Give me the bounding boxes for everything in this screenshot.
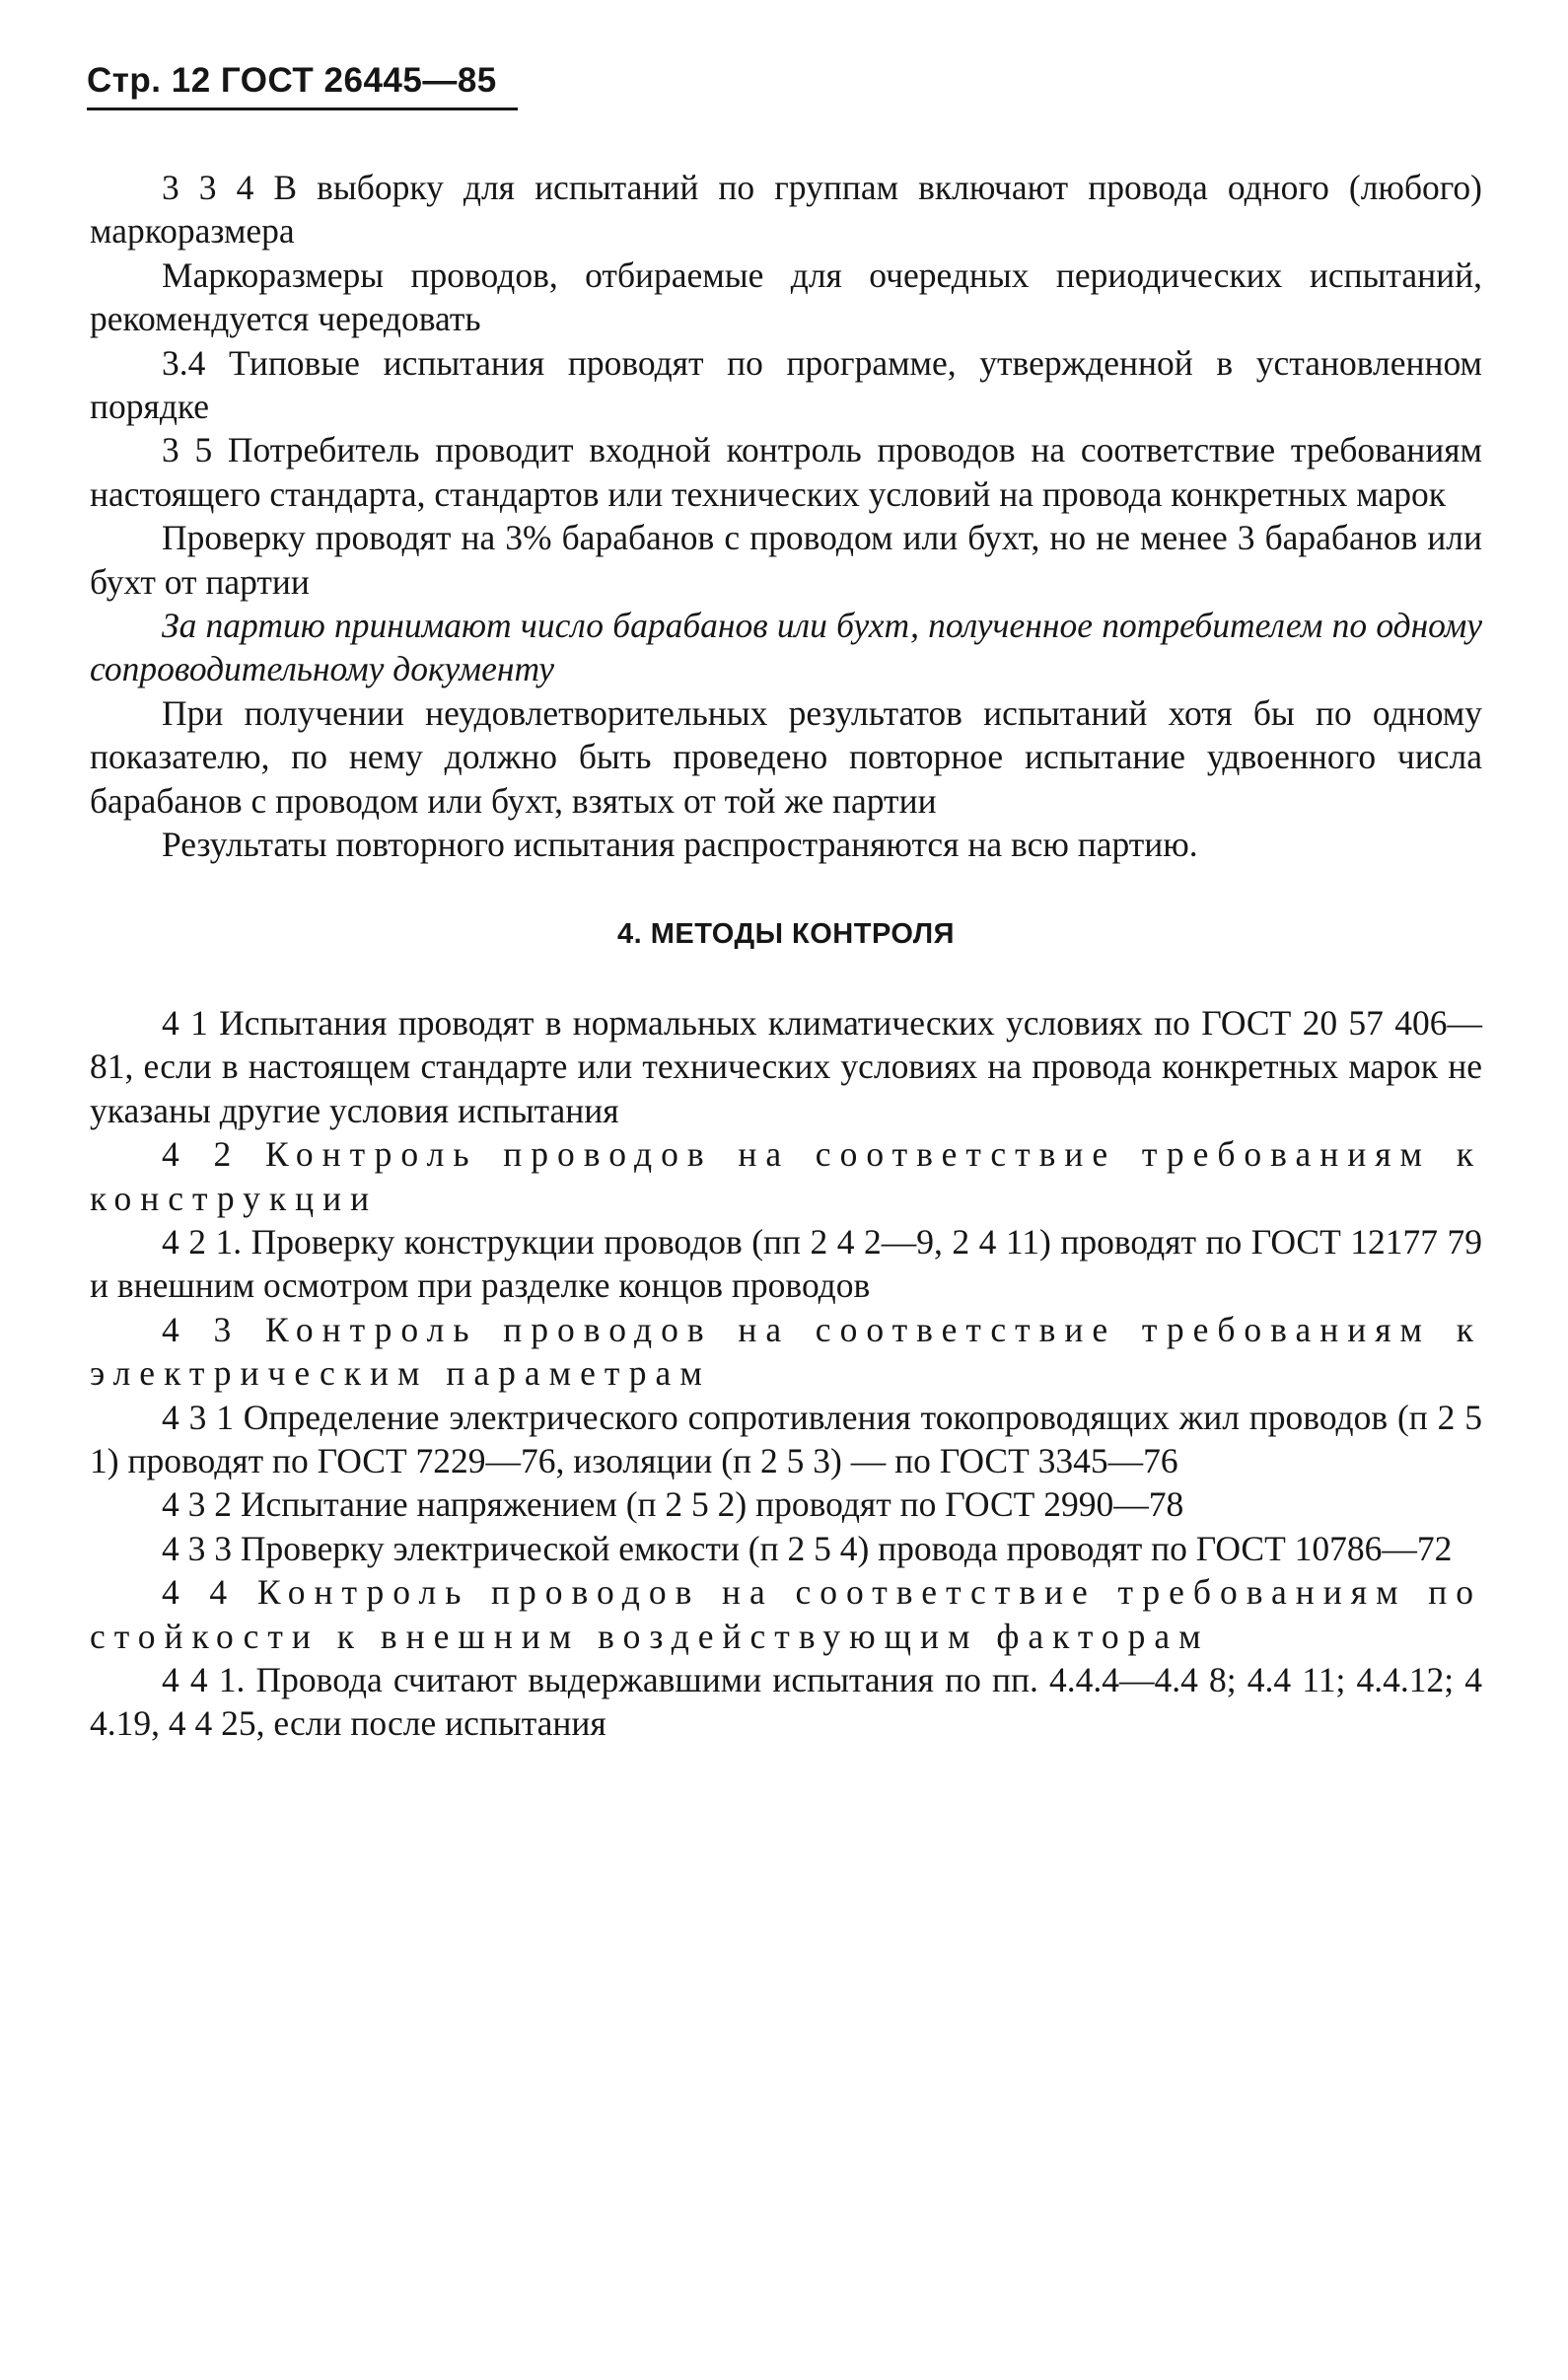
paragraph-4-2: 4 2 Контроль проводов на соответствие требованиям к конструкции	[90, 1134, 1482, 1218]
running-head: Стр. 12 ГОСТ 26445—85	[87, 61, 497, 100]
paragraph-3-3-4: 3 3 4 В выборку для испытаний по группам включают провода одного (любого) маркоразмера	[90, 168, 1482, 252]
paragraph-4-3-2: 4 3 2 Испытание напряжением (п 2 5 2) проводят по ГОСТ 2990—78	[162, 1484, 1184, 1525]
paragraph-4-2-1: 4 2 1. Проверку конструкции проводов (пп 2 4 2—9, 2 4 11) проводят по ГОСТ 12177 79 и внешним осмотром при разделке концов проводов	[90, 1221, 1482, 1306]
paragraph-4-3-1: 4 3 1 Определение электрического сопротивления токопроводящих жил проводов (п 2 5 1) проводят по ГОСТ 7229—76, изоляции (п 2 5 3) — по ГОСТ 3345—76	[90, 1397, 1482, 1480]
paragraph-3-5-batch: За партию принимают число барабанов или бухт, полученное потребителем по одному сопроводительному документу	[90, 606, 1482, 689]
paragraph-3-3-4-cont: Маркоразмеры проводов, отбираемые для очередных периодических испытаний, рекомендуется чередовать	[90, 254, 1482, 339]
paragraph-4-1: 4 1 Испытания проводят в нормальных климатических условиях по ГОСТ 20 57 406—81, если в настоящем стандарте или технических условиях на провода конкретных марок не указаны другие условия испытания	[90, 1002, 1482, 1130]
paragraph-4-3: 4 3 Контроль проводов на соответствие требованиям к электрическим параметрам	[90, 1309, 1482, 1394]
paragraph-3-5-retest: При получении неудовлетворительных результатов испытаний хотя бы по одному показателю, по нему должно быть проведено повторное испытание удвоенного числа барабанов с проводом или бухт, взятых от той же партии	[90, 692, 1482, 821]
section-title: 4. МЕТОДЫ КОНТРОЛЯ	[617, 917, 955, 950]
body-text	[90, 166, 1482, 1746]
paragraph-4-3-3: 4 3 3 Проверку электрической емкости (п 2 5 4) провода проводят по ГОСТ 10786—72	[162, 1528, 1453, 1568]
paragraph-3-5-sampling: Проверку проводят на 3% барабанов с проводом или бухт, но не менее 3 барабанов или бухт от партии	[90, 518, 1482, 602]
header-rule	[87, 108, 518, 110]
paragraph-3-4: 3.4 Типовые испытания проводят по программе, утвержденной в установленном порядке	[90, 342, 1482, 427]
paragraph-4-4-1: 4 4 1. Провода считают выдержавшими испытания по пп. 4.4.4—4.4 8; 4.4 11; 4.4.12; 4 4.19, 4 4 25, если после испытания	[90, 1660, 1482, 1744]
paragraph-3-5: 3 5 Потребитель проводит входной контроль проводов на соответствие требованиям настоящего стандарта, стандартов или технических условий на провода конкретных марок	[90, 430, 1482, 514]
paragraph-3-5-results: Результаты повторного испытания распространяются на всю партию.	[162, 825, 1198, 865]
paragraph-4-4: 4 4 Контроль проводов на соответствие требованиям по стойкости к внешним воздействующим факторам	[90, 1572, 1482, 1656]
